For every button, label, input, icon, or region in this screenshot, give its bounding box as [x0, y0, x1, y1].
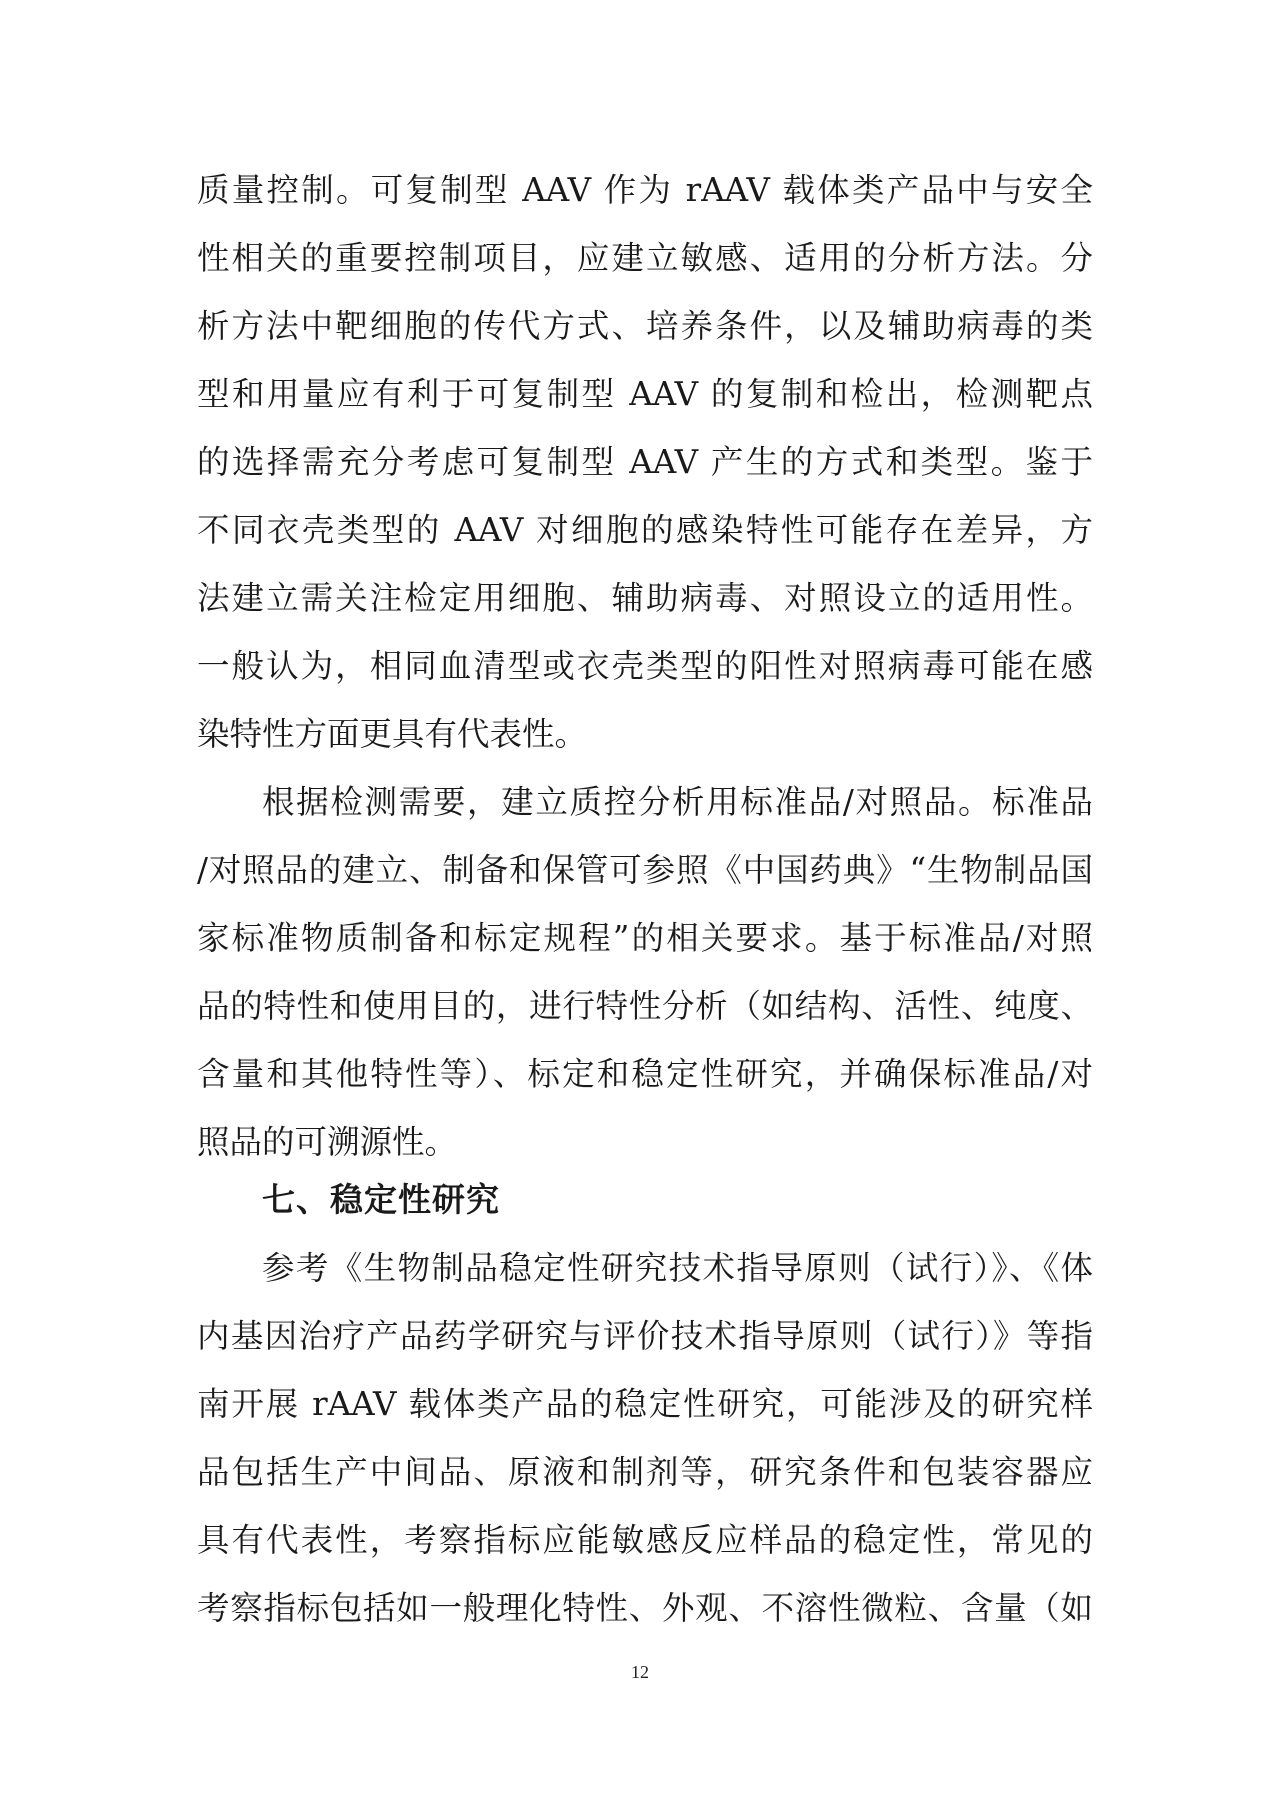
text-line: 质量控制。可复制型 AAV 作为 rAAV 载体类产品中与安全 — [197, 171, 1093, 209]
text-line: 南开展 rAAV 载体类产品的稳定性研究，可能涉及的研究样 — [197, 1385, 1093, 1423]
text-line: 参考《生物制品稳定性研究技术指导原则（试行）》、《体 — [262, 1249, 1093, 1287]
text-line: 品包括生产中间品、原液和制剂等，研究条件和包装容器应 — [197, 1453, 1093, 1491]
text-line: 染特性方面更具有代表性。 — [197, 715, 588, 753]
text-line: 含量和其他特性等）、标定和稳定性研究，并确保标准品/对 — [197, 1055, 1093, 1093]
text-line: 家标准物质制备和标定规程”的相关要求。基于标准品/对照 — [197, 919, 1093, 957]
text-line: 不同衣壳类型的 AAV 对细胞的感染特性可能存在差异，方 — [197, 511, 1093, 549]
text-line: 具有代表性，考察指标应能敏感反应样品的稳定性，常见的 — [197, 1521, 1093, 1559]
text-line: /对照品的建立、制备和保管可参照《中国药典》“生物制品国 — [197, 851, 1093, 889]
text-line: 根据检测需要，建立质控分析用标准品/对照品。标准品 — [262, 783, 1093, 821]
text-line: 型和用量应有利于可复制型 AAV 的复制和检出，检测靶点 — [197, 375, 1093, 413]
text-line: 法建立需关注检定用细胞、辅助病毒、对照设立的适用性。 — [197, 579, 1093, 617]
text-line: 内基因治疗产品药学研究与评价技术指导原则（试行）》等指 — [197, 1317, 1093, 1355]
text-line: 品的特性和使用目的，进行特性分析（如结构、活性、纯度、 — [197, 987, 1093, 1025]
page-number: 12 — [631, 1662, 649, 1682]
section-heading: 七、稳定性研究 — [262, 1180, 500, 1219]
text-line: 一般认为，相同血清型或衣壳类型的阳性对照病毒可能在感 — [197, 647, 1093, 685]
text-line: 的选择需充分考虑可复制型 AAV 产生的方式和类型。鉴于 — [197, 443, 1093, 481]
text-line: 性相关的重要控制项目，应建立敏感、适用的分析方法。分 — [197, 239, 1093, 277]
text-line: 照品的可溯源性。 — [197, 1123, 458, 1161]
text-line: 析方法中靶细胞的传代方式、培养条件，以及辅助病毒的类 — [197, 307, 1093, 345]
text-line: 考察指标包括如一般理化特性、外观、不溶性微粒、含量（如 — [197, 1589, 1093, 1627]
